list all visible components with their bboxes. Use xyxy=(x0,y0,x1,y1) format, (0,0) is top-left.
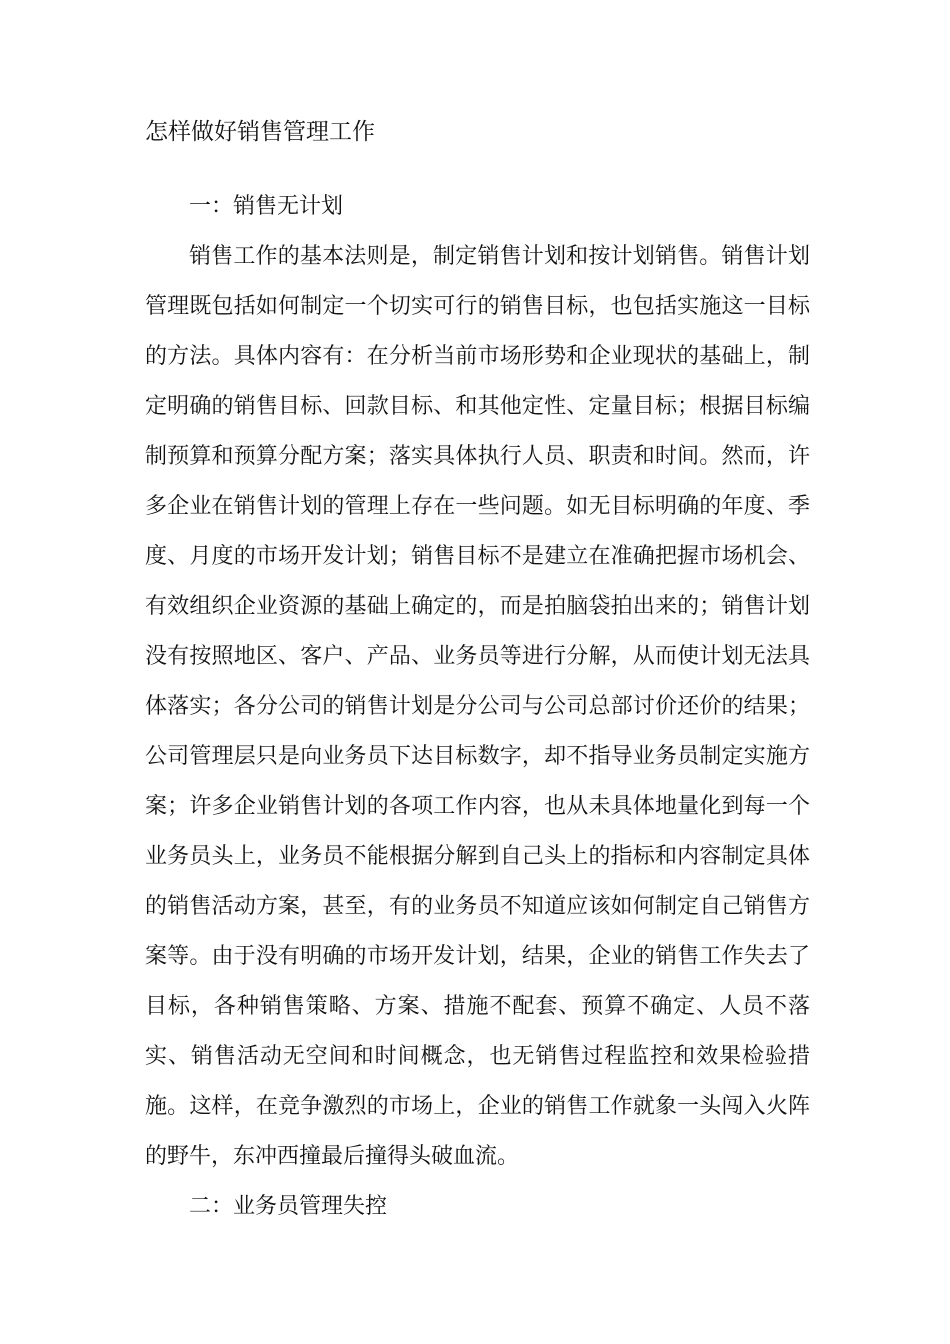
document-title: 怎样做好销售管理工作 xyxy=(145,119,375,145)
section-body-1: 销售工作的基本法则是，制定销售计划和按计划销售。销售计划管理既包括如何制定一个切实可行的销售目标，也包括实施这一目标的方法。具体内容有：在分析当前市场形势和企业现状的基础上，制定明确的销售目标、回款目标、和其他定性、定量目标；根据目标编制预算和预算分配方案；落实具体执行人员、职责和时间。然而，许多企业在销售计划的管理上存在一些问题。如无目标明确的年度、季度、月度的市场开发计划；销售目标不是建立在准确把握市场机会、有效组织企业资源的基础上确定的，而是拍脑袋拍出来的；销售计划没有按照地区、客户、产品、业务员等进行分解，从而使计划无法具体落实；各分公司的销售计划是分公司与公司总部讨价还价的结果；公司管理层只是向业务员下达目标数字，却不指导业务员制定实施方案；许多企业销售计划的各项工作内容，也从未具体地量化到每一个业务员头上，业务员不能根据分解到自己头上的指标和内容制定具体的销售活动方案，甚至，有的业务员不知道应该如何制定自己销售方案等。由于没有明确的市场开发计划，结果，企业的销售工作失去了目标，各种销售策略、方案、措施不配套、预算不确定、人员不落实、销售活动无空间和时间概念，也无销售过程监控和效果检验措施。这样，在竞争激烈的市场上，企业的销售工作就象一头闯入火阵的野牛，东冲西撞最后撞得头破血流。 xyxy=(145,244,810,1169)
section-heading-2: 二：业务员管理失控 xyxy=(189,1194,388,1219)
section-heading-1: 一：销售无计划 xyxy=(189,194,344,219)
document-content xyxy=(145,112,810,1232)
